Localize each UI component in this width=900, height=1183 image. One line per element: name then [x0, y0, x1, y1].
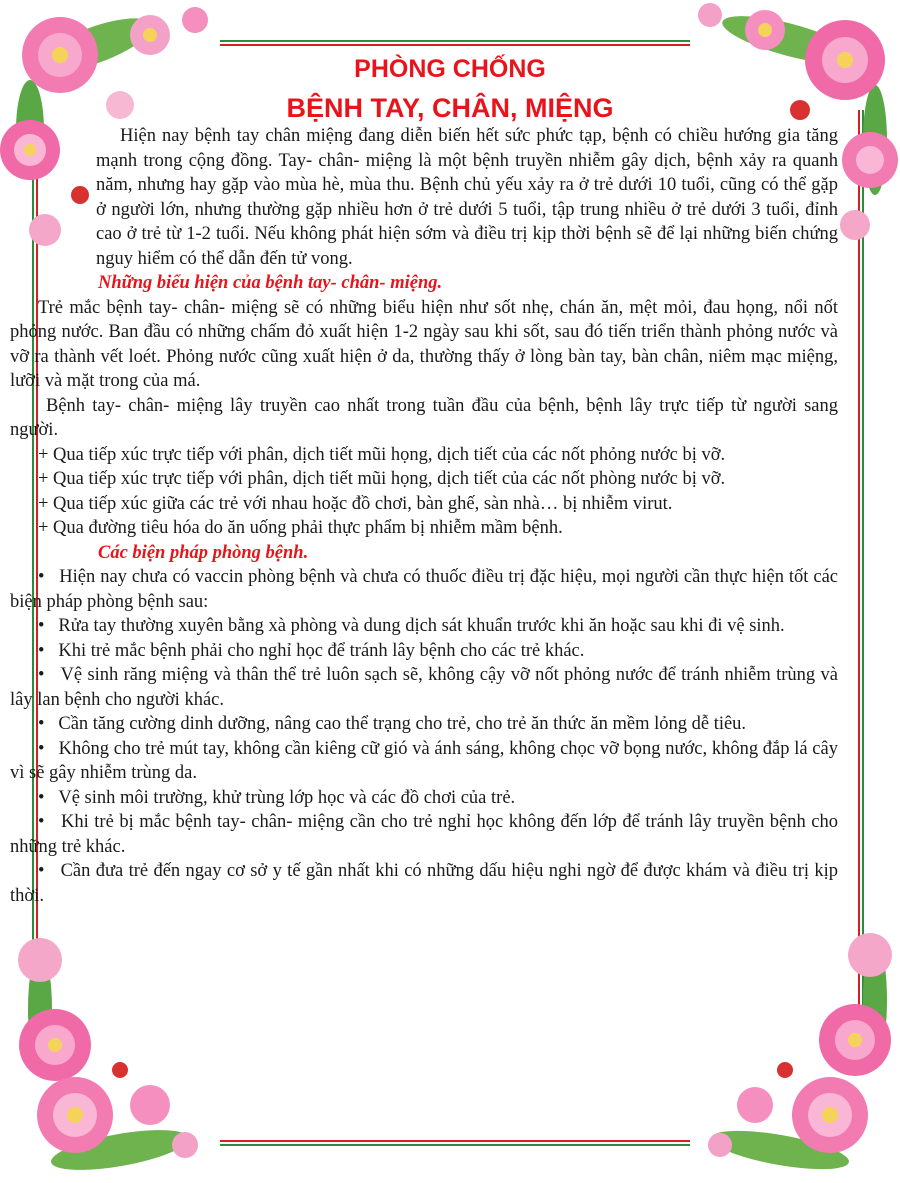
route-item: + Qua tiếp xúc giữa các trẻ với nhau hoặc đồ chơi, bàn ghế, sàn nhà… bị nhiễm virut.: [38, 493, 673, 514]
article-body: [10, 124, 839, 908]
bullet-icon: •: [38, 861, 61, 881]
measure-item: • Hiện nay chưa có vaccin phòng bệnh và chưa có thuốc điều trị đặc hiệu, mọi người cần thực hiện tốt các biện pháp phòng bệnh sau:: [10, 567, 838, 612]
bullet-icon: •: [38, 567, 60, 587]
title-line-1: PHÒNG CHỐNG: [354, 55, 546, 83]
bullet-icon: •: [38, 714, 59, 734]
measure-item: • Cần tăng cường dinh dưỡng, nâng cao thể trạng cho trẻ, cho trẻ ăn thức ăn mềm lỏng dễ tiêu.: [38, 714, 747, 734]
measure-item: • Cần đưa trẻ đến ngay cơ sở y tế gần nhất khi có những dấu hiệu nghi ngờ để được khám và điều trị kịp thời.: [10, 861, 839, 906]
measure-item: • Vệ sinh răng miệng và thân thể trẻ luôn sạch sẽ, không cậy vỡ nốt phỏng nước để tránh nhiễm trùng và lây lan bệnh cho người khác.: [10, 665, 838, 710]
symptoms-paragraph: Trẻ mắc bệnh tay- chân- miệng sẽ có những biểu hiện như sốt nhẹ, chán ăn, mệt mỏi, đau họng, nổi nốt phỏng nước. Ban đầu có những chấm đỏ xuất hiện 1-2 ngày sau khi sốt, sau đó tiến triển thành phỏng nước và vỡ ra thành vết loét. Phỏng nước cũng xuất hiện ở da, thường thấy ở lòng bàn tay, bàn chân, niêm mạc miệng, lưỡi và mặt trong của má.: [10, 297, 838, 391]
top-border-rule: [220, 40, 690, 48]
flower-corner-bottom-left: [0, 900, 230, 1183]
measure-item: • Khi trẻ mắc bệnh phải cho nghỉ học để tránh lây bệnh cho các trẻ khác.: [38, 640, 585, 661]
title-line-2: BỆNH TAY, CHÂN, MIỆNG: [286, 93, 614, 123]
measure-item: • Không cho trẻ mút tay, không cần kiêng cữ gió và ánh sáng, không chọc vỡ bọng nước, không đắp lá cây vì sẽ gây nhiễm trùng da.: [10, 738, 838, 783]
route-item: + Qua tiếp xúc trực tiếp với phân, dịch tiết mũi họng, dịch tiết của các nốt phòng nước bị vỡ.: [38, 469, 726, 489]
bullet-icon: •: [38, 665, 61, 685]
intro-paragraph: Hiện nay bệnh tay chân miệng đang diễn biến hết sức phức tạp, bệnh có chiều hướng gia tăng mạnh trong cộng đồng. Tay- chân- miệng là một bệnh truyền nhiễm gây dịch, bệnh xảy ra quanh năm, nhưng hay gặp vào mùa hè, mùa thu. Bệnh chủ yếu xảy ra ở trẻ dưới 10 tuổi, cũng có thể gặp ở người lớn, nhưng thường gặp nhiều hơn ở trẻ dưới 5 tuổi, tập trung nhiều ở trẻ dưới 3 tuổi, đỉnh cao ở trẻ từ 1-2 tuổi. Nếu không phát hiện sớm và điều trị kịp thời bệnh sẽ để lại những biến chứng nguy hiểm có thể dẫn đến tử vong.: [96, 126, 838, 269]
measure-item: • Rửa tay thường xuyên bằng xà phòng và dung dịch sát khuẩn trước khi ăn hoặc sau khi đi vệ sinh.: [38, 616, 785, 636]
route-item: + Qua tiếp xúc trực tiếp với phân, dịch tiết mũi họng, dịch tiết của các nốt phỏng nước bị vỡ.: [38, 444, 726, 465]
measure-item: • Khi trẻ bị mắc bệnh tay- chân- miệng cần cho trẻ nghỉ học không đến lớp để tránh lây truyền bệnh cho những trẻ khác.: [10, 812, 838, 857]
flower-corner-bottom-right: [690, 900, 900, 1183]
bullet-icon: •: [38, 640, 59, 661]
section-heading-symptoms: Những biểu hiện của bệnh tay- chân- miệng.: [98, 273, 443, 293]
bullet-icon: •: [38, 787, 59, 808]
bullet-icon: •: [38, 738, 59, 759]
measure-item: • Vệ sinh môi trường, khử trùng lớp học và các đồ chơi của trẻ.: [38, 787, 516, 808]
bullet-icon: •: [38, 812, 62, 832]
bullet-icon: •: [38, 616, 59, 636]
section-heading-prevention: Các biện pháp phòng bệnh.: [98, 542, 309, 563]
route-item: + Qua đường tiêu hóa do ăn uống phải thực phẩm bị nhiễm mầm bệnh.: [38, 518, 563, 538]
bottom-border-rule: [220, 1140, 690, 1148]
transmission-paragraph: Bệnh tay- chân- miệng lây truyền cao nhất trong tuần đầu của bệnh, bệnh lây trực tiếp từ người sang người.: [10, 395, 838, 440]
